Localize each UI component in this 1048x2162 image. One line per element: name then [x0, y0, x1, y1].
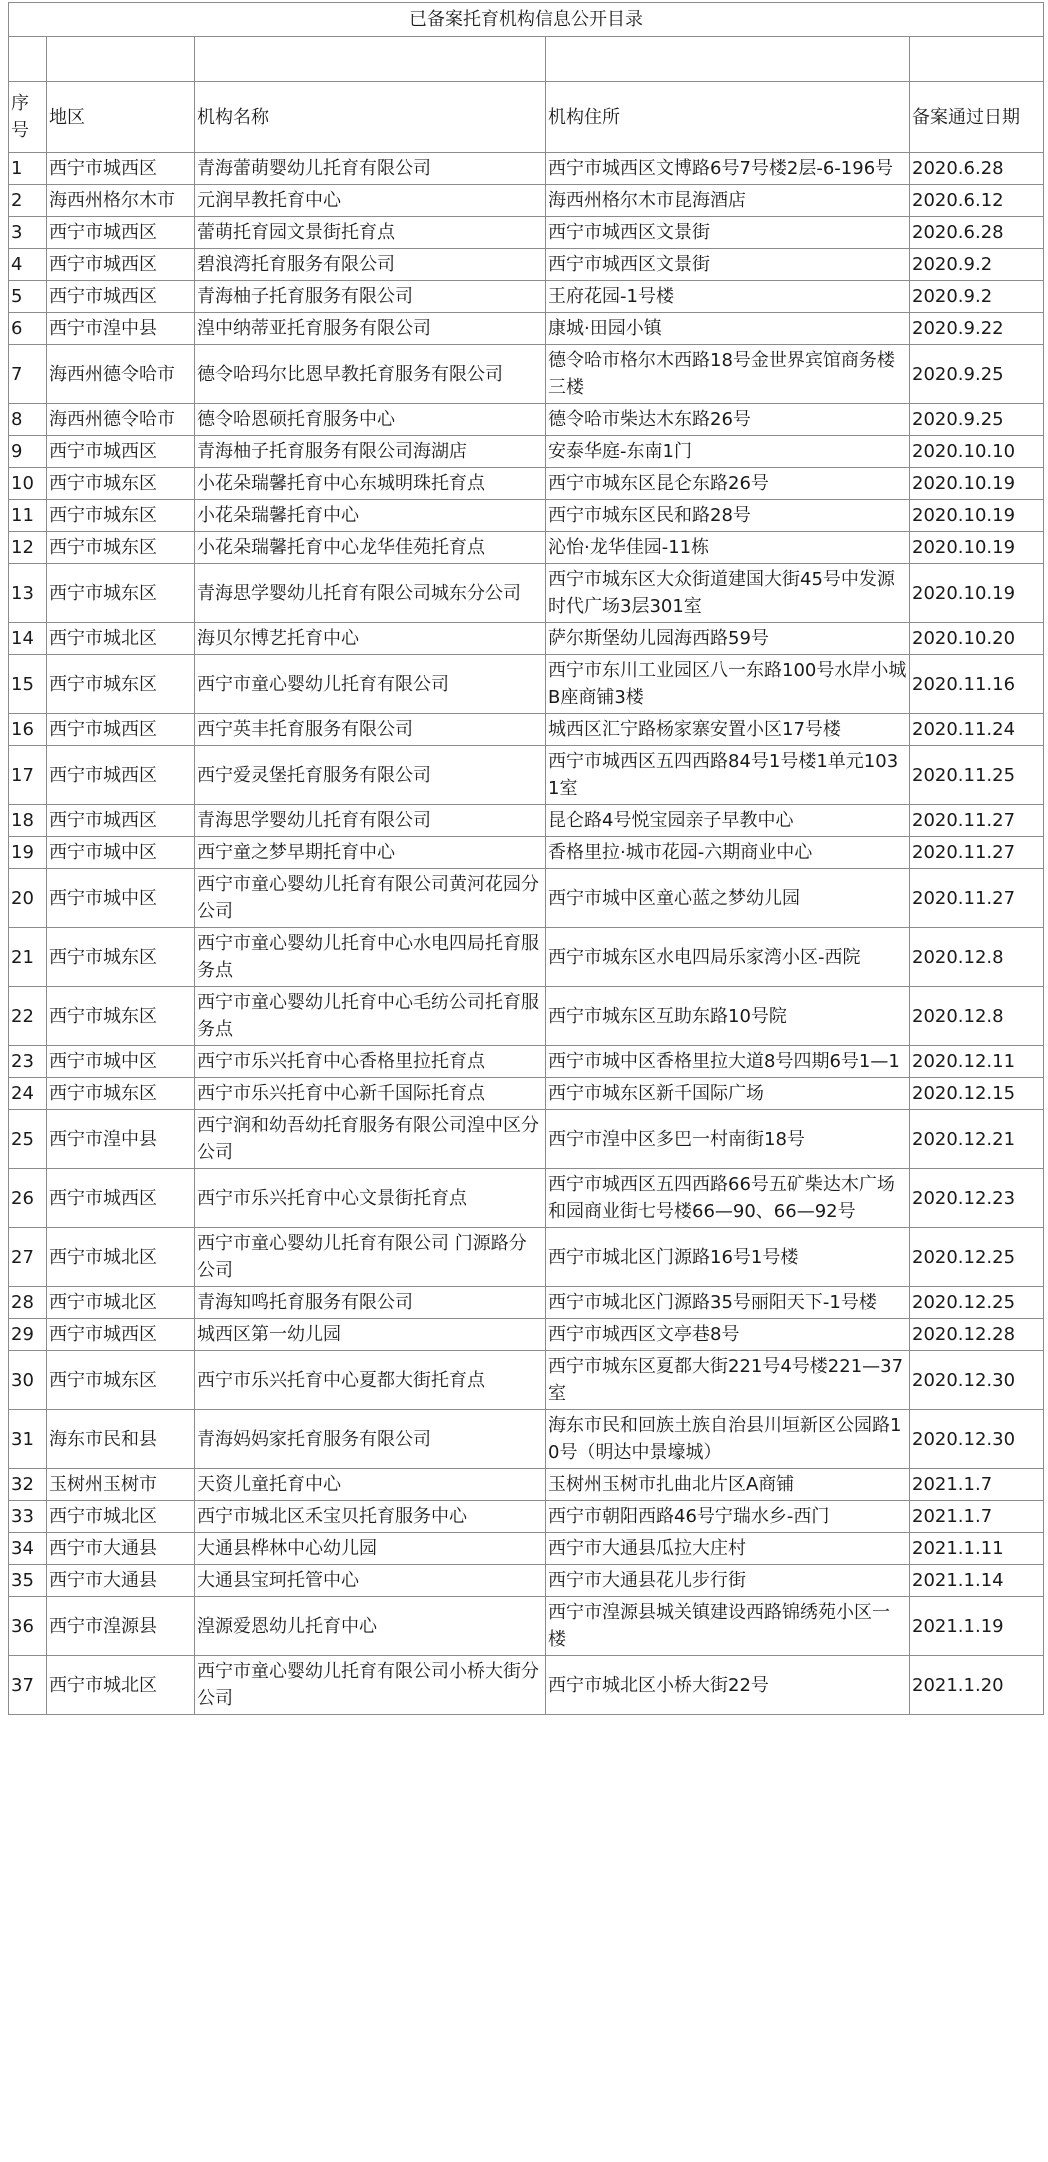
cell-address: 西宁市湟中区多巴一村南街18号 — [546, 1110, 910, 1169]
cell-date: 2020.12.30 — [910, 1410, 1044, 1469]
cell-name: 大通县桦林中心幼儿园 — [195, 1533, 546, 1565]
cell-name: 德令哈恩硕托育服务中心 — [195, 404, 546, 436]
cell-address: 安泰华庭-东南1门 — [546, 436, 910, 468]
cell-region: 西宁市城北区 — [47, 1287, 195, 1319]
cell-name: 西宁爱灵堡托育服务有限公司 — [195, 746, 546, 805]
cell-region: 西宁市城西区 — [47, 1169, 195, 1228]
cell-name: 大通县宝珂托管中心 — [195, 1565, 546, 1597]
cell-address: 西宁市城北区门源路16号1号楼 — [546, 1228, 910, 1287]
cell-region: 西宁市城西区 — [47, 281, 195, 313]
cell-address: 西宁市城北区门源路35号丽阳天下-1号楼 — [546, 1287, 910, 1319]
table-row — [9, 1046, 1044, 1078]
cell-address: 西宁市城东区新千国际广场 — [546, 1078, 910, 1110]
cell-no: 27 — [9, 1228, 47, 1287]
table-row — [9, 1410, 1044, 1469]
table-row — [9, 436, 1044, 468]
cell-no: 36 — [9, 1597, 47, 1656]
cell-address: 西宁市城西区五四西路66号五矿柴达木广场和园商业街七号楼66—90、66—92号 — [546, 1169, 910, 1228]
cell-no: 14 — [9, 623, 47, 655]
table-row — [9, 655, 1044, 714]
cell-name: 西宁市童心婴幼儿托育有限公司黄河花园分公司 — [195, 869, 546, 928]
cell-date: 2020.6.28 — [910, 153, 1044, 185]
table-row — [9, 746, 1044, 805]
table-row — [9, 1351, 1044, 1410]
cell-region: 西宁市城西区 — [47, 217, 195, 249]
cell-region: 西宁市城西区 — [47, 249, 195, 281]
cell-date: 2020.9.25 — [910, 345, 1044, 404]
cell-region: 西宁市城中区 — [47, 837, 195, 869]
blank-cell — [47, 37, 195, 82]
cell-region: 西宁市城西区 — [47, 153, 195, 185]
cell-no: 18 — [9, 805, 47, 837]
cell-address: 西宁市东川工业园区八一东路100号水岸小城B座商铺3楼 — [546, 655, 910, 714]
cell-no: 4 — [9, 249, 47, 281]
cell-date: 2020.11.16 — [910, 655, 1044, 714]
cell-region: 西宁市城北区 — [47, 1656, 195, 1715]
cell-no: 9 — [9, 436, 47, 468]
header-address: 机构住所 — [546, 82, 910, 153]
cell-region: 西宁市城西区 — [47, 805, 195, 837]
cell-date: 2020.9.2 — [910, 249, 1044, 281]
blank-row — [9, 37, 1044, 82]
cell-date: 2020.11.27 — [910, 805, 1044, 837]
cell-no: 17 — [9, 746, 47, 805]
cell-address: 德令哈市格尔木西路18号金世界宾馆商务楼三楼 — [546, 345, 910, 404]
cell-name: 青海柚子托育服务有限公司海湖店 — [195, 436, 546, 468]
table-row — [9, 1501, 1044, 1533]
table-row — [9, 185, 1044, 217]
table-row — [9, 345, 1044, 404]
cell-name: 西宁市童心婴幼儿托育有限公司 门源路分公司 — [195, 1228, 546, 1287]
cell-address: 西宁市城中区童心蓝之梦幼儿园 — [546, 869, 910, 928]
table-row — [9, 532, 1044, 564]
cell-name: 湟中纳蒂亚托育服务有限公司 — [195, 313, 546, 345]
cell-date: 2020.11.27 — [910, 837, 1044, 869]
cell-region: 西宁市城北区 — [47, 1228, 195, 1287]
cell-region: 西宁市城东区 — [47, 1351, 195, 1410]
table-row — [9, 1469, 1044, 1501]
cell-name: 西宁市城北区禾宝贝托育服务中心 — [195, 1501, 546, 1533]
table-row — [9, 1597, 1044, 1656]
cell-date: 2020.10.19 — [910, 532, 1044, 564]
cell-no: 32 — [9, 1469, 47, 1501]
cell-address: 西宁市湟源县城关镇建设西路锦绣苑小区一楼 — [546, 1597, 910, 1656]
cell-address: 西宁市城西区文景街 — [546, 217, 910, 249]
cell-region: 西宁市城中区 — [47, 1046, 195, 1078]
cell-date: 2020.10.10 — [910, 436, 1044, 468]
cell-region: 海西州德令哈市 — [47, 404, 195, 436]
cell-name: 小花朵瑞馨托育中心东城明珠托育点 — [195, 468, 546, 500]
cell-region: 海西州德令哈市 — [47, 345, 195, 404]
cell-address: 西宁市城东区大众街道建国大街45号中发源时代广场3层301室 — [546, 564, 910, 623]
cell-name: 小花朵瑞馨托育中心 — [195, 500, 546, 532]
cell-region: 西宁市城北区 — [47, 623, 195, 655]
cell-no: 8 — [9, 404, 47, 436]
table-row — [9, 153, 1044, 185]
blank-cell — [195, 37, 546, 82]
cell-date: 2020.12.23 — [910, 1169, 1044, 1228]
cell-address: 西宁市城东区互助东路10号院 — [546, 987, 910, 1046]
title-row — [9, 3, 1044, 37]
cell-no: 15 — [9, 655, 47, 714]
cell-address: 萨尔斯堡幼儿园海西路59号 — [546, 623, 910, 655]
cell-region: 西宁市城东区 — [47, 532, 195, 564]
cell-address: 西宁市城西区五四西路84号1号楼1单元1031室 — [546, 746, 910, 805]
cell-no: 7 — [9, 345, 47, 404]
cell-name: 西宁市童心婴幼儿托育中心毛纺公司托育服务点 — [195, 987, 546, 1046]
header-region: 地区 — [47, 82, 195, 153]
cell-name: 西宁童之梦早期托育中心 — [195, 837, 546, 869]
cell-region: 西宁市城西区 — [47, 436, 195, 468]
table-row — [9, 249, 1044, 281]
cell-name: 德令哈玛尔比恩早教托育服务有限公司 — [195, 345, 546, 404]
cell-region: 西宁市城西区 — [47, 714, 195, 746]
cell-name: 蕾萌托育园文景街托育点 — [195, 217, 546, 249]
cell-no: 10 — [9, 468, 47, 500]
cell-region: 西宁市城北区 — [47, 1501, 195, 1533]
cell-date: 2020.12.25 — [910, 1228, 1044, 1287]
cell-address: 城西区汇宁路杨家寨安置小区17号楼 — [546, 714, 910, 746]
cell-region: 西宁市城东区 — [47, 987, 195, 1046]
cell-date: 2020.12.11 — [910, 1046, 1044, 1078]
table-row — [9, 1110, 1044, 1169]
cell-region: 西宁市大通县 — [47, 1533, 195, 1565]
cell-no: 3 — [9, 217, 47, 249]
table-row — [9, 1533, 1044, 1565]
cell-no: 33 — [9, 1501, 47, 1533]
cell-date: 2020.10.20 — [910, 623, 1044, 655]
cell-date: 2020.6.12 — [910, 185, 1044, 217]
table-row — [9, 928, 1044, 987]
cell-no: 31 — [9, 1410, 47, 1469]
cell-address: 西宁市城东区夏都大街221号4号楼221—37室 — [546, 1351, 910, 1410]
table-row — [9, 987, 1044, 1046]
table-title: 已备案托育机构信息公开目录 — [9, 3, 1044, 37]
cell-name: 西宁市乐兴托育中心文景街托育点 — [195, 1169, 546, 1228]
cell-address: 王府花园-1号楼 — [546, 281, 910, 313]
cell-region: 西宁市湟中县 — [47, 1110, 195, 1169]
cell-date: 2020.12.21 — [910, 1110, 1044, 1169]
cell-date: 2020.9.2 — [910, 281, 1044, 313]
cell-region: 西宁市城东区 — [47, 500, 195, 532]
cell-region: 海西州格尔木市 — [47, 185, 195, 217]
cell-no: 37 — [9, 1656, 47, 1715]
cell-date: 2020.11.27 — [910, 869, 1044, 928]
registry-table — [8, 2, 1044, 1715]
cell-address: 西宁市城西区文景街 — [546, 249, 910, 281]
cell-address: 昆仑路4号悦宝园亲子早教中心 — [546, 805, 910, 837]
cell-date: 2020.9.25 — [910, 404, 1044, 436]
cell-name: 西宁英丰托育服务有限公司 — [195, 714, 546, 746]
cell-date: 2021.1.11 — [910, 1533, 1044, 1565]
table-row — [9, 564, 1044, 623]
blank-cell — [910, 37, 1044, 82]
header-row — [9, 82, 1044, 153]
table-row — [9, 217, 1044, 249]
cell-date: 2020.12.15 — [910, 1078, 1044, 1110]
cell-name: 城西区第一幼儿园 — [195, 1319, 546, 1351]
cell-region: 海东市民和县 — [47, 1410, 195, 1469]
header-no: 序号 — [9, 82, 47, 153]
cell-address: 西宁市城中区香格里拉大道8号四期6号1—1 — [546, 1046, 910, 1078]
table-row — [9, 623, 1044, 655]
cell-address: 海东市民和回族土族自治县川垣新区公园路10号（明达中景壕城） — [546, 1410, 910, 1469]
cell-name: 青海知鸣托育服务有限公司 — [195, 1287, 546, 1319]
cell-date: 2020.6.28 — [910, 217, 1044, 249]
cell-date: 2020.10.19 — [910, 500, 1044, 532]
cell-no: 23 — [9, 1046, 47, 1078]
registry-table-wrapper — [8, 2, 1043, 1715]
cell-name: 青海思学婴幼儿托育有限公司城东分公司 — [195, 564, 546, 623]
cell-no: 34 — [9, 1533, 47, 1565]
cell-address: 西宁市城东区昆仑东路26号 — [546, 468, 910, 500]
cell-date: 2020.10.19 — [910, 468, 1044, 500]
cell-no: 11 — [9, 500, 47, 532]
cell-no: 22 — [9, 987, 47, 1046]
cell-address: 玉树州玉树市扎曲北片区A商铺 — [546, 1469, 910, 1501]
cell-region: 西宁市大通县 — [47, 1565, 195, 1597]
cell-date: 2020.10.19 — [910, 564, 1044, 623]
cell-date: 2020.12.30 — [910, 1351, 1044, 1410]
cell-address: 康城·田园小镇 — [546, 313, 910, 345]
cell-no: 35 — [9, 1565, 47, 1597]
blank-cell — [9, 37, 47, 82]
cell-name: 青海柚子托育服务有限公司 — [195, 281, 546, 313]
cell-date: 2021.1.19 — [910, 1597, 1044, 1656]
cell-no: 26 — [9, 1169, 47, 1228]
table-row — [9, 805, 1044, 837]
cell-address: 香格里拉·城市花园-六期商业中心 — [546, 837, 910, 869]
cell-no: 28 — [9, 1287, 47, 1319]
cell-address: 海西州格尔木市昆海酒店 — [546, 185, 910, 217]
table-row — [9, 404, 1044, 436]
cell-name: 青海蕾萌婴幼儿托育有限公司 — [195, 153, 546, 185]
cell-date: 2020.11.25 — [910, 746, 1044, 805]
blank-cell — [546, 37, 910, 82]
cell-region: 西宁市湟中县 — [47, 313, 195, 345]
cell-no: 16 — [9, 714, 47, 746]
cell-name: 青海思学婴幼儿托育有限公司 — [195, 805, 546, 837]
cell-no: 30 — [9, 1351, 47, 1410]
cell-name: 天资儿童托育中心 — [195, 1469, 546, 1501]
cell-name: 西宁市童心婴幼儿托育有限公司小桥大街分公司 — [195, 1656, 546, 1715]
table-row — [9, 1565, 1044, 1597]
cell-no: 25 — [9, 1110, 47, 1169]
cell-name: 青海妈妈家托育服务有限公司 — [195, 1410, 546, 1469]
cell-name: 元润早教托育中心 — [195, 185, 546, 217]
cell-address: 西宁市城东区水电四局乐家湾小区-西院 — [546, 928, 910, 987]
table-row — [9, 714, 1044, 746]
cell-no: 13 — [9, 564, 47, 623]
cell-date: 2020.9.22 — [910, 313, 1044, 345]
cell-address: 沁怡·龙华佳园-11栋 — [546, 532, 910, 564]
cell-name: 西宁市乐兴托育中心香格里拉托育点 — [195, 1046, 546, 1078]
cell-date: 2020.12.8 — [910, 987, 1044, 1046]
cell-no: 19 — [9, 837, 47, 869]
cell-no: 2 — [9, 185, 47, 217]
cell-address: 西宁市城北区小桥大街22号 — [546, 1656, 910, 1715]
cell-region: 西宁市城东区 — [47, 564, 195, 623]
table-row — [9, 837, 1044, 869]
cell-no: 20 — [9, 869, 47, 928]
cell-region: 西宁市城东区 — [47, 1078, 195, 1110]
cell-date: 2021.1.7 — [910, 1469, 1044, 1501]
cell-date: 2021.1.7 — [910, 1501, 1044, 1533]
table-row — [9, 869, 1044, 928]
table-row — [9, 500, 1044, 532]
cell-name: 碧浪湾托育服务有限公司 — [195, 249, 546, 281]
header-name: 机构名称 — [195, 82, 546, 153]
cell-date: 2020.12.25 — [910, 1287, 1044, 1319]
table-row — [9, 1319, 1044, 1351]
table-row — [9, 468, 1044, 500]
cell-no: 6 — [9, 313, 47, 345]
cell-address: 德令哈市柴达木东路26号 — [546, 404, 910, 436]
cell-region: 西宁市城西区 — [47, 1319, 195, 1351]
cell-no: 1 — [9, 153, 47, 185]
cell-date: 2020.12.8 — [910, 928, 1044, 987]
cell-region: 西宁市城中区 — [47, 869, 195, 928]
cell-region: 西宁市城东区 — [47, 468, 195, 500]
cell-date: 2020.12.28 — [910, 1319, 1044, 1351]
cell-region: 西宁市城东区 — [47, 655, 195, 714]
cell-no: 21 — [9, 928, 47, 987]
cell-name: 西宁市童心婴幼儿托育有限公司 — [195, 655, 546, 714]
cell-date: 2021.1.14 — [910, 1565, 1044, 1597]
cell-no: 12 — [9, 532, 47, 564]
table-row — [9, 1228, 1044, 1287]
header-date: 备案通过日期 — [910, 82, 1044, 153]
cell-date: 2021.1.20 — [910, 1656, 1044, 1715]
cell-region: 西宁市城西区 — [47, 746, 195, 805]
table-row — [9, 281, 1044, 313]
cell-name: 西宁市乐兴托育中心夏都大街托育点 — [195, 1351, 546, 1410]
cell-address: 西宁市大通县花儿步行街 — [546, 1565, 910, 1597]
cell-region: 西宁市湟源县 — [47, 1597, 195, 1656]
cell-no: 5 — [9, 281, 47, 313]
table-row — [9, 313, 1044, 345]
cell-name: 海贝尔博艺托育中心 — [195, 623, 546, 655]
cell-address: 西宁市大通县瓜拉大庄村 — [546, 1533, 910, 1565]
cell-address: 西宁市城西区文亭巷8号 — [546, 1319, 910, 1351]
cell-address: 西宁市城西区文博路6号7号楼2层-6-196号 — [546, 153, 910, 185]
table-row — [9, 1169, 1044, 1228]
cell-name: 西宁润和幼吾幼托育服务有限公司湟中区分公司 — [195, 1110, 546, 1169]
cell-address: 西宁市城东区民和路28号 — [546, 500, 910, 532]
cell-region: 西宁市城东区 — [47, 928, 195, 987]
cell-no: 29 — [9, 1319, 47, 1351]
cell-name: 小花朵瑞馨托育中心龙华佳苑托育点 — [195, 532, 546, 564]
cell-name: 西宁市童心婴幼儿托育中心水电四局托育服务点 — [195, 928, 546, 987]
cell-name: 湟源爱恩幼儿托育中心 — [195, 1597, 546, 1656]
cell-no: 24 — [9, 1078, 47, 1110]
table-row — [9, 1287, 1044, 1319]
cell-region: 玉树州玉树市 — [47, 1469, 195, 1501]
cell-date: 2020.11.24 — [910, 714, 1044, 746]
cell-address: 西宁市朝阳西路46号宁瑞水乡-西门 — [546, 1501, 910, 1533]
table-row — [9, 1078, 1044, 1110]
table-row — [9, 1656, 1044, 1715]
cell-name: 西宁市乐兴托育中心新千国际托育点 — [195, 1078, 546, 1110]
